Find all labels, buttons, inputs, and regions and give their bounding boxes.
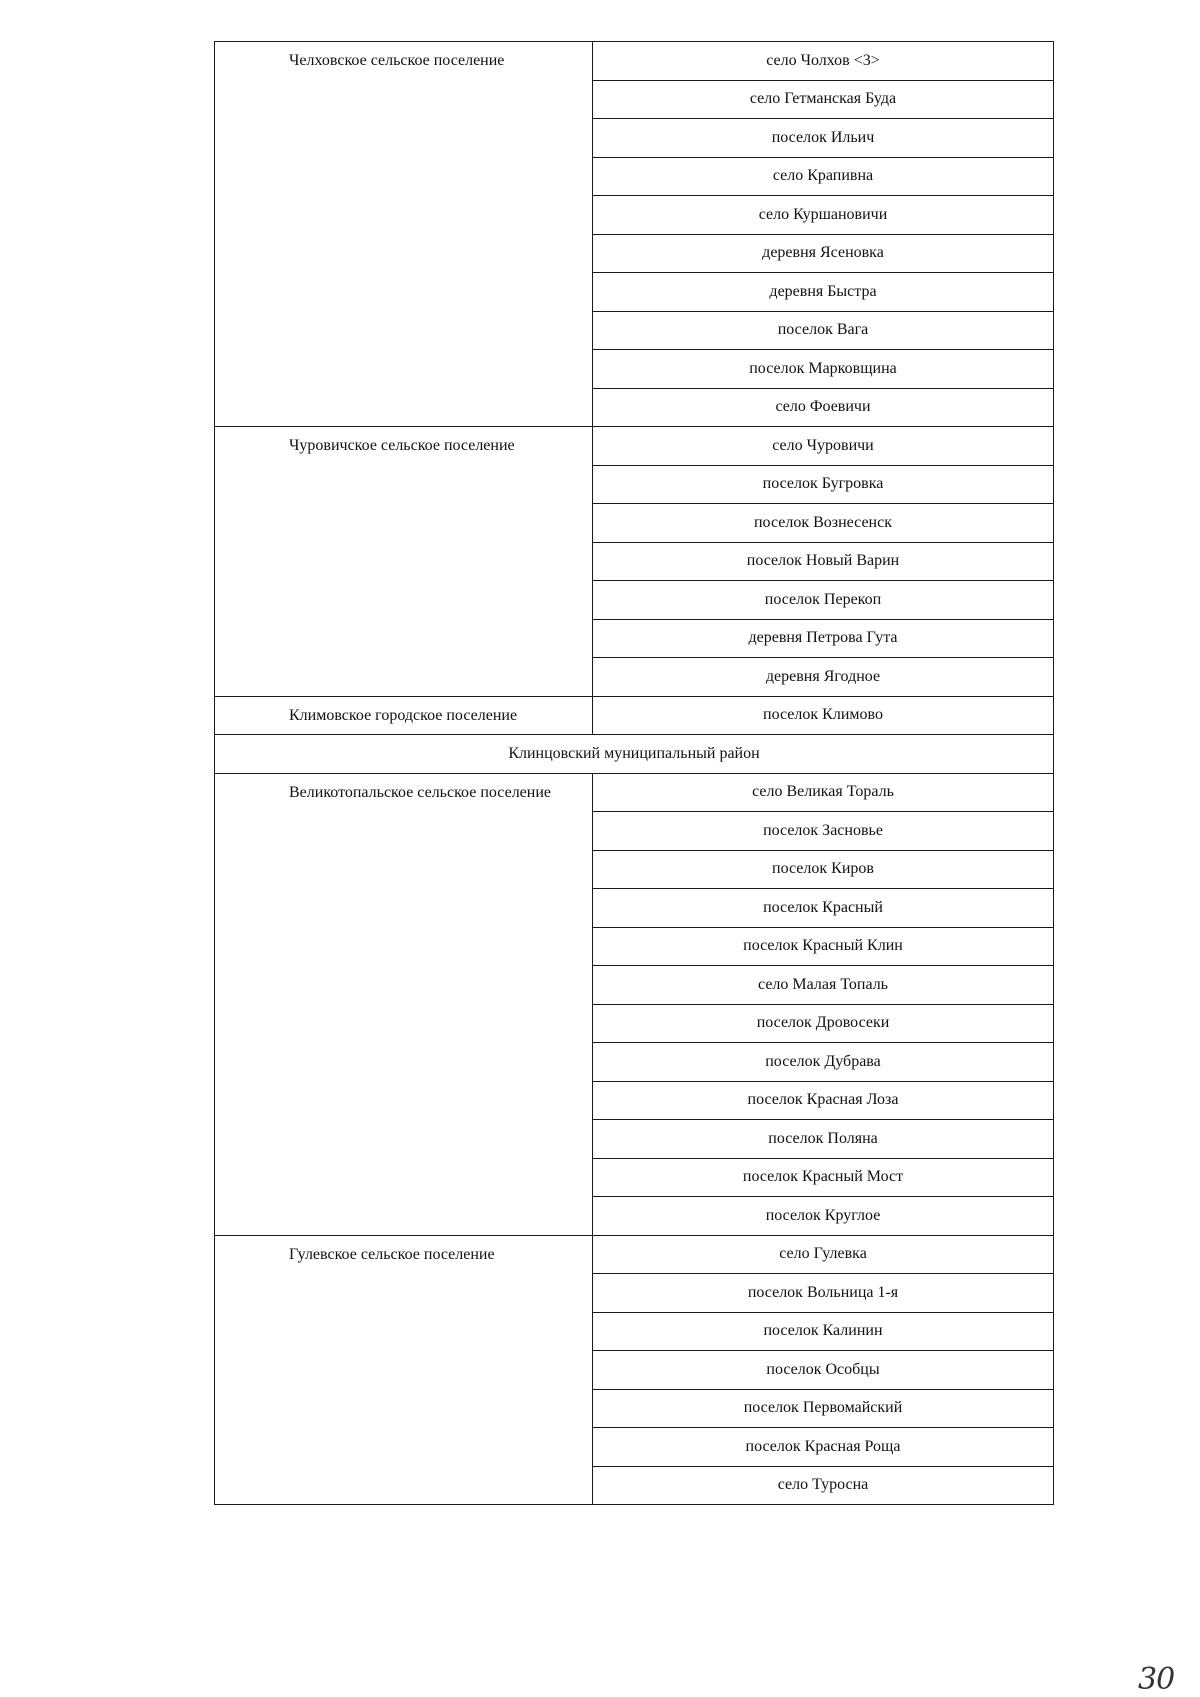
settlement-name: поселок Вольница 1-я <box>593 1274 1054 1313</box>
settlement-name: поселок Засновье <box>593 812 1054 851</box>
district-row <box>215 735 1054 774</box>
municipality-name: Гулевское сельское поселение <box>215 1235 593 1505</box>
settlement-name: поселок Первомайский <box>593 1389 1054 1428</box>
settlement-name: поселок Марковщина <box>593 350 1054 389</box>
settlement-name: село Куршановичи <box>593 196 1054 235</box>
settlements-table-body <box>215 42 1054 1505</box>
municipality-name: Чуровичское сельское поселение <box>215 427 593 697</box>
settlement-name: село Малая Топаль <box>593 966 1054 1005</box>
settlement-name: село Чолхов <3> <box>593 42 1054 81</box>
settlement-name: поселок Новый Варин <box>593 542 1054 581</box>
settlement-name: поселок Круглое <box>593 1197 1054 1236</box>
settlement-name: поселок Перекоп <box>593 581 1054 620</box>
settlement-name: поселок Особцы <box>593 1351 1054 1390</box>
settlement-name: село Фоевичи <box>593 388 1054 427</box>
settlement-name: деревня Петрова Гута <box>593 619 1054 658</box>
settlement-name: село Крапивна <box>593 157 1054 196</box>
settlement-name: село Гетманская Буда <box>593 80 1054 119</box>
settlement-name: поселок Красный Клин <box>593 927 1054 966</box>
settlement-name: село Гулевка <box>593 1235 1054 1274</box>
settlement-name: поселок Красная Роща <box>593 1428 1054 1467</box>
table-row <box>215 427 1054 466</box>
settlement-name: деревня Ясеновка <box>593 234 1054 273</box>
settlement-name: поселок Дубрава <box>593 1043 1054 1082</box>
settlement-name: поселок Вага <box>593 311 1054 350</box>
settlement-name: поселок Красный <box>593 889 1054 928</box>
settlement-name: село Туросна <box>593 1466 1054 1505</box>
settlement-name: поселок Красная Лоза <box>593 1081 1054 1120</box>
settlement-name: поселок Климово <box>593 696 1054 735</box>
settlement-name: село Великая Topаль <box>593 773 1054 812</box>
municipality-name: Климовское городское поселение <box>215 696 593 735</box>
settlement-name: поселок Красный Мост <box>593 1158 1054 1197</box>
settlements-table <box>214 41 1054 1505</box>
municipality-name: Челховское сельское поселение <box>215 42 593 427</box>
table-row <box>215 42 1054 81</box>
municipality-name: Великотопальское сельское поселение <box>215 773 593 1235</box>
settlement-name: поселок Бугровка <box>593 465 1054 504</box>
settlement-name: деревня Ягодное <box>593 658 1054 697</box>
district-name: Клинцовский муниципальный район <box>215 735 1054 774</box>
page-number: 30 <box>1138 1662 1175 1697</box>
settlement-name: село Чуровичи <box>593 427 1054 466</box>
settlement-name: поселок Вознесенск <box>593 504 1054 543</box>
settlement-name: поселок Калинин <box>593 1312 1054 1351</box>
settlement-name: деревня Быстра <box>593 273 1054 312</box>
table-row <box>215 1235 1054 1274</box>
table-row <box>215 696 1054 735</box>
settlement-name: поселок Поляна <box>593 1120 1054 1159</box>
settlement-name: поселок Ильич <box>593 119 1054 158</box>
settlement-name: поселок Киров <box>593 850 1054 889</box>
table-row <box>215 773 1054 812</box>
settlement-name: поселок Дровосеки <box>593 1004 1054 1043</box>
